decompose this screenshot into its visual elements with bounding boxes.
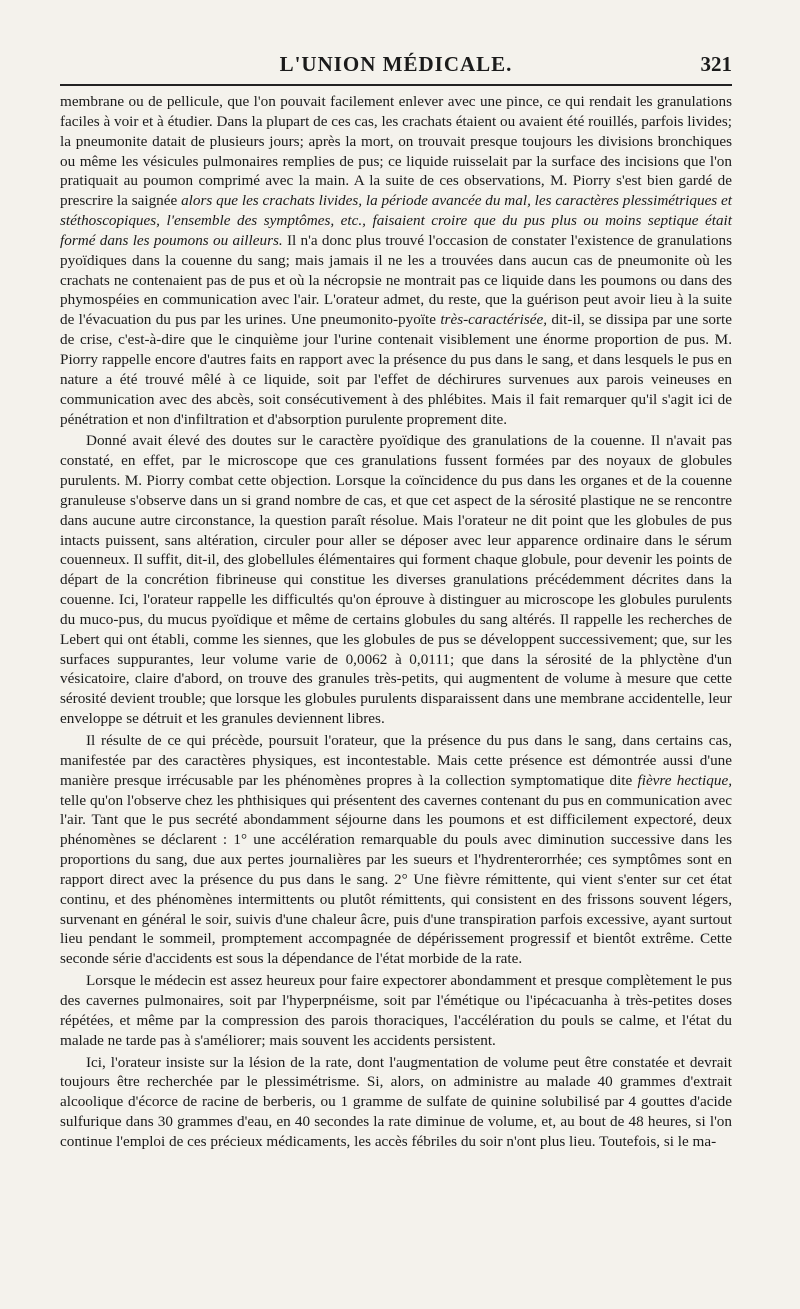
page-number: 321 xyxy=(700,52,732,76)
journal-title: L'UNION MÉDICALE. xyxy=(279,52,513,76)
italic-segment: alors que les crachats livides, la période avancée du mal, les caractères plessimétriques et stéthoscopiques, l'ensemble des symptômes, etc., faisaient croire que du pus plus ou moins septique était formé dans les poumons ou ailleurs. xyxy=(60,192,732,249)
article-body xyxy=(60,92,732,1152)
text-segment: membrane ou de pellicule, que l'on pouvait facilement enlever avec une pince, ce qui rendait les granulations faciles à voir et à étudier. Dans la plupart de ces cas, les crachats étaient ou avaient été rouillés, parfois livides; la pneumonite datait de plusieurs jours; après la mort, on trouvait presque toujours les divisions bronchiques ou même les vésicules pulmonaires remplies de pus; ce liquide ruisselait par la surface des incisions que l'on pratiquait au poumon comprimé avec la main. A la suite de ces observations, M. Piorry s'est bien gardé de prescrire la saignée xyxy=(60,93,732,210)
paragraph xyxy=(60,92,732,429)
italic-segment: très-caractérisée, xyxy=(440,311,548,329)
running-header xyxy=(60,52,732,82)
text-segment: Il résulte de ce qui précède, poursuit l'orateur, que la présence du pus dans le sang, dans certains cas, manifestée par des caractères physiques, est incontestable. Mais cette présence est démontrée aussi d'une manière presque irrécusable par les phénomènes propres à la collection symptomatique dite xyxy=(60,732,732,789)
header-rule xyxy=(60,84,732,86)
text-segment: telle qu'on l'observe chez les phthisiques qui présentent des cavernes contenant du pus en communication avec l'air. Tant que le pus secrété abondamment séjourne dans les poumons et est difficilement expectoré, deux phénomènes se déclarent : 1° une accélération remarquable du pouls avec diminution successive dans les proportions du sang, due aux pertes journalières par les sueurs et l'hydrenterorrhée; ces symptômes sont en rapport direct avec la présence du pus dans le sang. 2° Une fièvre rémittente, qui vient s'enter sur cet état continu, et des phénomènes intermittents ou plutôt rémittents, qui consistent en des frissons souvent légers, survenant en général le soir, suivis d'une chaleur âcre, puis d'une transpiration parfois excessive, ayant surtout lieu pendant le sommeil, promptement accompagnée de dépérissement progressif et bientôt extrême. Cette seconde série d'accidents est sous la dépendance de l'état morbide de la rate. xyxy=(60,791,732,968)
text-segment: Donné avait élevé des doutes sur le caractère pyoïdique des granulations de la couenne. Il n'avait pas constaté, en effet, par le microscope que ces granulations fussent formées par des noyaux de globules purulents. M. Piorry combat cette objection. Lorsque la coïncidence du pus dans les organes et de la couenne granuleuse s'observe dans un si grand nombre de cas, et que cet aspect de la sérosité plastique ne se rencontre dans aucune autre circonstance, la question paraît résolue. Mais l'orateur ne dit point que les globules de pus intacts puissent, sans altération, circuler pour aller se déposer avec leur apparence ordinaire dans le sérum couenneux. Il suffit, dit-il, des globellules élémentaires qui forment chaque globule, pour devenir les points de départ de la concrétion fibrineuse qui constitue les diverses granulations précédemment décrites dans la couenne. Ici, l'orateur rappelle les difficultés qu'on éprouve à distinguer au microscope les globules purulents du muco-pus, du mucus pyoïdique et même de certains globules du sang altérés. Il rappelle les recherches de Lebert qui ont établi, comme les siennes, que les globules de pus se développent successivement; que, sur les surfaces suppurantes, leur volume varie de 0,0062 à 0,0111; que dans la sérosité de la phlyctène d'un vésicatoire, claire d'abord, on trouve des granules très-petits, qui augmentent de volume à mesure que cette sérosité devient trouble; que lorsque les globules purulents disparaissent dans une membrane accidentelle, leur enveloppe se détruit et les granules deviennent libres. xyxy=(60,432,732,728)
paragraph xyxy=(60,1053,732,1152)
text-segment: dit-il, se dissipa par une sorte de crise, c'est-à-dire que le cinquième jour l'urine contenait visiblement une énorme proportion de pus. M. Piorry rappelle encore d'autres faits en rapport avec la présence du pus dans le sang, et dans lesquels le pus en nature a été trouvé mêlé à ce liquide, soit par l'effet de déchirures survenues aux parois veineuses en communication avec des abcès, soit consécutivement à des phlébites. Mais il fait remarquer qu'il s'agit ici de pénétration et non d'infiltration et d'absorption purulente proprement dite. xyxy=(60,311,732,428)
paragraph xyxy=(60,431,732,729)
text-segment: Ici, l'orateur insiste sur la lésion de la rate, dont l'augmentation de volume peut être constatée et devrait toujours être recherchée par le plessimétrisme. Si, alors, on administre au malade 40 grammes d'extrait alcoolique d'écorce de racine de berberis, ou 1 gramme de sulfate de quinine solubilisé par 4 gouttes d'acide sulfurique dans 30 grammes d'eau, en 40 secondes la rate diminue de volume, et, au bout de 48 heures, si l'on continue l'emploi de ces précieux médicaments, les accès fébriles du soir n'ont plus lieu. Toutefois, si le ma- xyxy=(60,1053,732,1150)
text-segment: Il n'a donc plus trouvé l'occasion de constater l'existence de granulations pyoïdiques dans la couenne du sang; mais jamais il ne les a trouvées dans aucun cas de pneumonite où les crachats ne contenaient pas de pus et où la nécropsie ne montrait pas ce liquide dans les poumons ou dans des phymospéies en communication avec l'air. L'orateur admet, du reste, que la guérison peut avoir lieu à la suite de l'évacuation du pus par les urines. Une pneumonito-pyoïte xyxy=(60,231,733,329)
text-segment: Lorsque le médecin est assez heureux pour faire expectorer abondamment et presque complètement le pus des cavernes pulmonaires, soit par l'hyperpnéisme, soit par l'émétique ou l'ipécacuanha à très-petites doses répétées, et même par la compression des parois thoraciques, l'accélération du pouls se calme, et l'état du malade ne tarde pas à s'améliorer; mais souvent les accidents persistent. xyxy=(60,972,732,1049)
italic-segment: fièvre hectique, xyxy=(637,771,732,789)
paragraph xyxy=(60,731,732,969)
paragraph xyxy=(60,971,732,1050)
